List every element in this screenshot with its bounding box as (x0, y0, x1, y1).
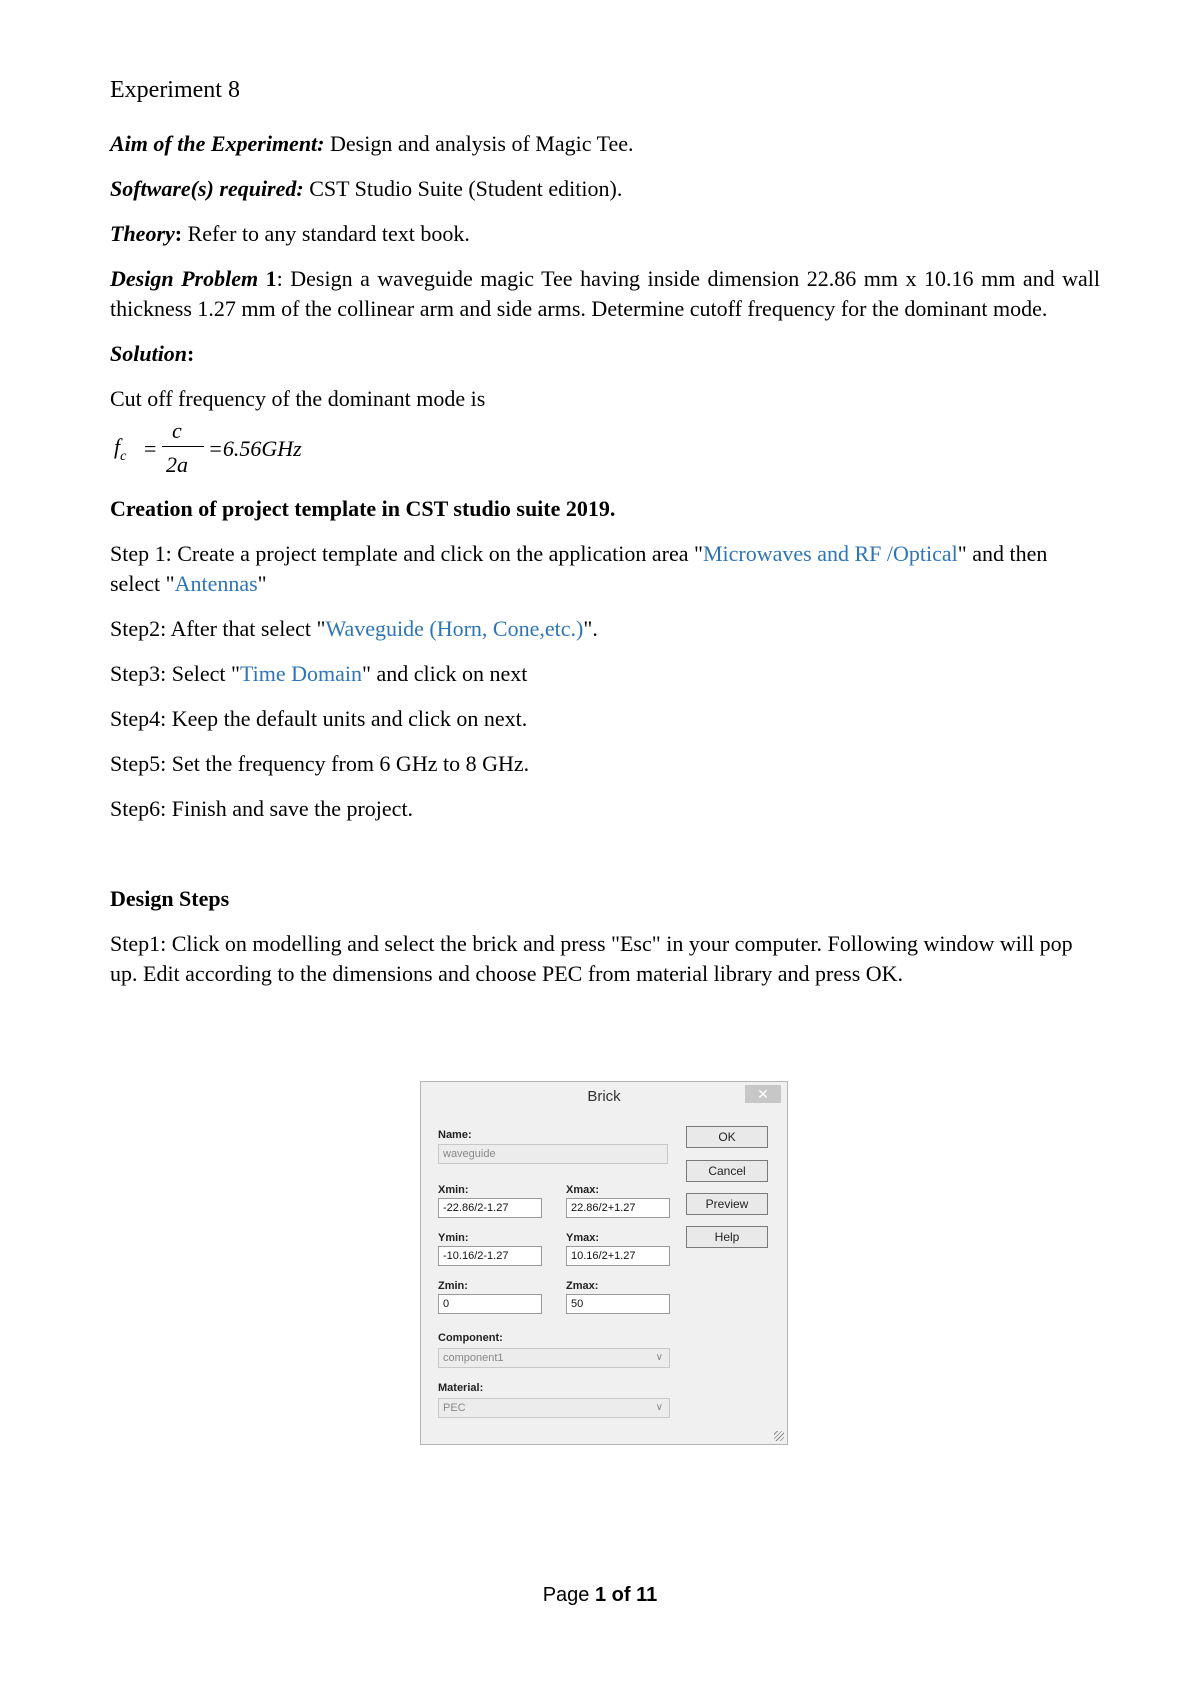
ymax-label: Ymax: (566, 1232, 600, 1244)
footer-current-page: 1 (594, 1584, 607, 1606)
software-paragraph (110, 174, 1100, 204)
document-page (110, 70, 1100, 989)
component-select[interactable] (438, 1348, 670, 1368)
ymin-field[interactable]: -10.16/2-1.27 (438, 1246, 542, 1266)
xmin-label: Xmin: (438, 1184, 469, 1196)
brick-dialog (420, 1081, 788, 1445)
step-text: Step3: Select " (110, 661, 240, 686)
link-antennas: Antennas (174, 571, 258, 596)
footer-page-word: Page (542, 1584, 590, 1606)
material-value: PEC (443, 1402, 466, 1414)
software-text: CST Studio Suite (Student edition). (303, 176, 623, 201)
ymin-label: Ymin: (438, 1232, 469, 1244)
cutoff-formula (110, 418, 1100, 484)
ok-button[interactable]: OK (686, 1126, 768, 1148)
formula-equals: = (144, 436, 157, 461)
component-label: Component: (438, 1332, 503, 1344)
page-footer (0, 1584, 1200, 1607)
design-steps-heading: Design Steps (110, 886, 230, 911)
theory-text: Refer to any standard text book. (182, 221, 470, 246)
step-text: ". (583, 616, 598, 641)
step-text: " and then select " (110, 541, 1048, 596)
zmin-field[interactable]: 0 (438, 1294, 542, 1314)
aim-text: Design and analysis of Magic Tee. (324, 131, 634, 156)
formula-denominator: 2a (166, 452, 188, 477)
xmax-label: Xmax: (566, 1184, 600, 1196)
xmax-field[interactable]: 22.86/2+1.27 (566, 1198, 670, 1218)
step-text: Step2: After that select " (110, 616, 326, 641)
creation-heading: Creation of project template in CST studio suite 2019. (110, 496, 616, 521)
aim-label: Aim of the Experiment: (110, 131, 325, 156)
component-value: component1 (443, 1352, 504, 1364)
preview-button[interactable]: Preview (686, 1193, 768, 1215)
cutoff-line: Cut off frequency of the dominant mode is (110, 386, 486, 411)
material-select[interactable] (438, 1398, 670, 1418)
design-problem-paragraph (110, 264, 1100, 324)
template-step-2 (110, 614, 1100, 644)
name-field[interactable]: waveguide (438, 1144, 668, 1164)
design-problem-label: Design Problem (110, 266, 259, 291)
template-step-4: Step4: Keep the default units and click on next. (110, 706, 528, 731)
solution-heading (110, 339, 1100, 369)
aim-paragraph (110, 129, 1100, 159)
material-label: Material: (438, 1382, 484, 1394)
close-icon[interactable]: ✕ (745, 1085, 781, 1103)
step-text: Step 1: Create a project template and click on the application area " (110, 541, 703, 566)
link-time-domain: Time Domain (239, 661, 362, 686)
formula-subscript: c (120, 449, 127, 464)
zmax-field[interactable]: 50 (566, 1294, 670, 1314)
link-waveguide: Waveguide (Horn, Cone,etc.) (325, 616, 584, 641)
step-text: " and click on next (362, 661, 528, 686)
theory-colon: : (174, 221, 183, 246)
help-button[interactable]: Help (686, 1226, 768, 1248)
footer-total-pages: 11 (636, 1584, 658, 1606)
theory-label: Theory (110, 221, 175, 246)
template-step-5: Step5: Set the frequency from 6 GHz to 8 GHz. (110, 751, 530, 776)
design-problem-text: : Design a waveguide magic Tee having inside dimension 22.86 mm x 10.16 mm and wall thickness 1.27 mm of the collinear arm and side arms. Determine cutoff frequency for the dominant mode. (110, 266, 1101, 321)
cancel-button[interactable]: Cancel (686, 1160, 768, 1182)
fraction-bar (162, 446, 204, 447)
zmin-label: Zmin: (438, 1280, 468, 1292)
template-step-6: Step6: Finish and save the project. (110, 796, 414, 821)
solution-colon: : (187, 341, 195, 366)
template-step-3 (110, 659, 1100, 689)
xmin-field[interactable]: -22.86/2-1.27 (438, 1198, 542, 1218)
footer-of: of (611, 1584, 631, 1606)
ymax-field[interactable]: 10.16/2+1.27 (566, 1246, 670, 1266)
formula-result: =6.56GHz (208, 436, 302, 461)
software-label: Software(s) required: (110, 176, 304, 201)
dialog-title: Brick (587, 1088, 621, 1105)
formula-f: $f_c$ (114, 434, 127, 464)
solution-label: Solution (110, 341, 188, 366)
page-title: Experiment 8 (110, 77, 240, 103)
resize-grip-icon[interactable] (774, 1431, 784, 1441)
name-label: Name: (438, 1129, 472, 1141)
design-step-1: Step1: Click on modelling and select the brick and press "Esc" in your computer. Following window will pop up. Edit according to the dimensions and choose PEC from material library and press OK. (110, 931, 1073, 986)
design-problem-number: 1 (258, 266, 277, 291)
formula-numerator: c (172, 418, 182, 443)
link-microwaves: Microwaves and RF /Optical (702, 541, 958, 566)
theory-paragraph (110, 219, 1100, 249)
step-text: " (257, 571, 267, 596)
zmax-label: Zmax: (566, 1280, 599, 1292)
template-step-1 (110, 539, 1100, 599)
